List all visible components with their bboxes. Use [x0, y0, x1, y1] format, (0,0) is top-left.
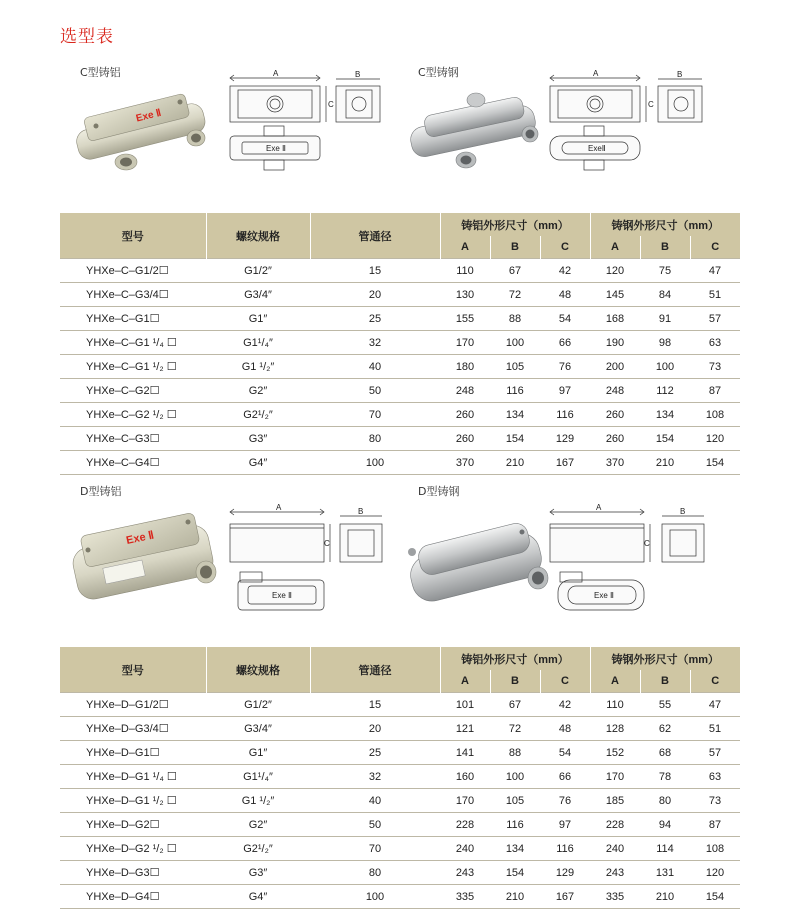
thread-cell: G3″ — [206, 861, 310, 885]
aluminum-c-cell: 116 — [540, 837, 590, 861]
steel-c-cell: 47 — [690, 693, 740, 717]
c-subheader-al-c: C — [540, 236, 590, 259]
steel-c-cell: 57 — [690, 307, 740, 331]
table-row — [60, 813, 740, 837]
aluminum-c-cell: 129 — [540, 861, 590, 885]
c-aluminum-dimension-drawing — [226, 70, 396, 182]
aluminum-b-cell: 88 — [490, 307, 540, 331]
d-subheader-st-c: C — [690, 670, 740, 693]
bore-cell: 25 — [310, 741, 440, 765]
table-row — [60, 693, 740, 717]
steel-c-cell: 120 — [690, 861, 740, 885]
steel-c-cell: 108 — [690, 403, 740, 427]
d-subheader-st-b: B — [640, 670, 690, 693]
aluminum-c-cell: 54 — [540, 307, 590, 331]
d-header-steel: 铸钢外形尺寸（mm） — [590, 647, 740, 670]
aluminum-b-cell: 154 — [490, 861, 540, 885]
table-row — [60, 789, 740, 813]
aluminum-c-cell: 167 — [540, 885, 590, 909]
c-header-thread: 螺纹规格 — [206, 213, 310, 259]
bore-cell: 40 — [310, 355, 440, 379]
steel-c-cell: 154 — [690, 451, 740, 475]
steel-c-cell: 63 — [690, 765, 740, 789]
c-aluminum-dim-a: A — [273, 70, 279, 78]
steel-a-cell: 152 — [590, 741, 640, 765]
model-cell: YHXe–C–G1 ¹/₂ ☐ — [60, 355, 206, 379]
bore-cell: 50 — [310, 813, 440, 837]
aluminum-c-cell: 167 — [540, 451, 590, 475]
c-aluminum-product-photo — [68, 82, 218, 174]
steel-a-cell: 120 — [590, 259, 640, 283]
thread-cell: G1 ¹/₂″ — [206, 789, 310, 813]
aluminum-b-cell: 210 — [490, 451, 540, 475]
d-aluminum-plate-text: Exe Ⅱ — [125, 529, 156, 547]
model-cell: YHXe–D–G1/2☐ — [60, 693, 206, 717]
aluminum-a-cell: 110 — [440, 259, 490, 283]
steel-c-cell: 120 — [690, 427, 740, 451]
aluminum-c-cell: 116 — [540, 403, 590, 427]
aluminum-b-cell: 116 — [490, 379, 540, 403]
steel-a-cell: 228 — [590, 813, 640, 837]
steel-c-cell: 154 — [690, 885, 740, 909]
aluminum-a-cell: 370 — [440, 451, 490, 475]
d-header-aluminum: 铸铝外形尺寸（mm） — [440, 647, 590, 670]
aluminum-a-cell: 260 — [440, 403, 490, 427]
aluminum-b-cell: 67 — [490, 693, 540, 717]
c-header-aluminum: 铸铝外形尺寸（mm） — [440, 213, 590, 236]
aluminum-b-cell: 67 — [490, 259, 540, 283]
aluminum-c-cell: 76 — [540, 355, 590, 379]
thread-cell: G1/2″ — [206, 259, 310, 283]
table-row — [60, 861, 740, 885]
aluminum-b-cell: 134 — [490, 403, 540, 427]
aluminum-a-cell: 228 — [440, 813, 490, 837]
d-aluminum-product-photo — [66, 506, 226, 610]
steel-a-cell: 168 — [590, 307, 640, 331]
aluminum-b-cell: 154 — [490, 427, 540, 451]
thread-cell: G1/2″ — [206, 693, 310, 717]
aluminum-b-cell: 134 — [490, 837, 540, 861]
steel-b-cell: 84 — [640, 283, 690, 307]
thread-cell: G3″ — [206, 427, 310, 451]
aluminum-b-cell: 72 — [490, 717, 540, 741]
thread-cell: G1¹/₄″ — [206, 765, 310, 789]
steel-b-cell: 94 — [640, 813, 690, 837]
bore-cell: 80 — [310, 427, 440, 451]
steel-c-cell: 87 — [690, 813, 740, 837]
model-cell: YHXe–D–G3/4☐ — [60, 717, 206, 741]
c-steel-dimension-drawing — [546, 70, 726, 182]
thread-cell: G4″ — [206, 451, 310, 475]
bore-cell: 20 — [310, 283, 440, 307]
bore-cell: 100 — [310, 885, 440, 909]
c-aluminum-dim-c: C — [328, 100, 334, 109]
thread-cell: G1″ — [206, 307, 310, 331]
c-aluminum-dim-b: B — [355, 70, 361, 79]
model-cell: YHXe–D–G4☐ — [60, 885, 206, 909]
d-header-thread: 螺纹规格 — [206, 647, 310, 693]
steel-b-cell: 55 — [640, 693, 690, 717]
table-row — [60, 355, 740, 379]
steel-b-cell: 100 — [640, 355, 690, 379]
aluminum-c-cell: 97 — [540, 813, 590, 837]
aluminum-b-cell: 100 — [490, 765, 540, 789]
aluminum-a-cell: 170 — [440, 331, 490, 355]
aluminum-a-cell: 170 — [440, 789, 490, 813]
model-cell: YHXe–C–G2 ¹/₂ ☐ — [60, 403, 206, 427]
aluminum-a-cell: 121 — [440, 717, 490, 741]
d-subheader-st-a: A — [590, 670, 640, 693]
aluminum-a-cell: 240 — [440, 837, 490, 861]
steel-b-cell: 154 — [640, 427, 690, 451]
aluminum-b-cell: 105 — [490, 789, 540, 813]
table-row — [60, 283, 740, 307]
bore-cell: 40 — [310, 789, 440, 813]
aluminum-a-cell: 160 — [440, 765, 490, 789]
aluminum-a-cell: 248 — [440, 379, 490, 403]
table-row — [60, 741, 740, 765]
steel-b-cell: 98 — [640, 331, 690, 355]
steel-b-cell: 62 — [640, 717, 690, 741]
steel-a-cell: 370 — [590, 451, 640, 475]
aluminum-b-cell: 210 — [490, 885, 540, 909]
c-subheader-st-a: A — [590, 236, 640, 259]
table-row — [60, 331, 740, 355]
model-cell: YHXe–D–G2 ¹/₂ ☐ — [60, 837, 206, 861]
c-header-model: 型号 — [60, 213, 206, 259]
steel-a-cell: 260 — [590, 427, 640, 451]
aluminum-a-cell: 335 — [440, 885, 490, 909]
d-subheader-al-a: A — [440, 670, 490, 693]
model-cell: YHXe–D–G2☐ — [60, 813, 206, 837]
c-header-bore: 管通径 — [310, 213, 440, 259]
page-title: 选型表 — [60, 27, 114, 47]
model-cell: YHXe–C–G2☐ — [60, 379, 206, 403]
aluminum-c-cell: 48 — [540, 283, 590, 307]
c-aluminum-drawing-plate-text: Exe Ⅱ — [266, 144, 286, 153]
d-steel-dim-c: C — [644, 539, 650, 548]
steel-c-cell: 73 — [690, 355, 740, 379]
c-steel-label: C型铸钢 — [418, 66, 459, 79]
bore-cell: 50 — [310, 379, 440, 403]
model-cell: YHXe–D–G1☐ — [60, 741, 206, 765]
model-cell: YHXe–C–G3/4☐ — [60, 283, 206, 307]
steel-c-cell: 63 — [690, 331, 740, 355]
aluminum-c-cell: 66 — [540, 765, 590, 789]
aluminum-c-cell: 97 — [540, 379, 590, 403]
c-aluminum-label: C型铸铝 — [80, 66, 121, 79]
aluminum-c-cell: 54 — [540, 741, 590, 765]
table-row — [60, 403, 740, 427]
aluminum-c-cell: 129 — [540, 427, 590, 451]
bore-cell: 80 — [310, 861, 440, 885]
model-cell: YHXe–D–G1 ¹/₄ ☐ — [60, 765, 206, 789]
d-subheader-al-c: C — [540, 670, 590, 693]
model-cell: YHXe–D–G1 ¹/₂ ☐ — [60, 789, 206, 813]
c-steel-drawing-plate-text: ExeⅡ — [588, 144, 606, 153]
steel-b-cell: 210 — [640, 885, 690, 909]
aluminum-c-cell: 66 — [540, 331, 590, 355]
bore-cell: 15 — [310, 693, 440, 717]
bore-cell: 32 — [310, 765, 440, 789]
bore-cell: 70 — [310, 837, 440, 861]
steel-b-cell: 114 — [640, 837, 690, 861]
d-header-bore: 管通径 — [310, 647, 440, 693]
c-spec-table — [60, 213, 740, 475]
steel-a-cell: 190 — [590, 331, 640, 355]
aluminum-c-cell: 48 — [540, 717, 590, 741]
steel-a-cell: 260 — [590, 403, 640, 427]
thread-cell: G1 ¹/₂″ — [206, 355, 310, 379]
aluminum-c-cell: 42 — [540, 693, 590, 717]
aluminum-a-cell: 141 — [440, 741, 490, 765]
steel-c-cell: 87 — [690, 379, 740, 403]
d-aluminum-dim-c: C — [324, 539, 330, 548]
table-row — [60, 885, 740, 909]
thread-cell: G3/4″ — [206, 283, 310, 307]
steel-a-cell: 248 — [590, 379, 640, 403]
c-steel-dim-b: B — [677, 70, 683, 79]
aluminum-b-cell: 100 — [490, 331, 540, 355]
table-row — [60, 717, 740, 741]
model-cell: YHXe–C–G1/2☐ — [60, 259, 206, 283]
bore-cell: 100 — [310, 451, 440, 475]
steel-b-cell: 68 — [640, 741, 690, 765]
bore-cell: 32 — [310, 331, 440, 355]
steel-c-cell: 51 — [690, 283, 740, 307]
aluminum-a-cell: 155 — [440, 307, 490, 331]
steel-b-cell: 91 — [640, 307, 690, 331]
aluminum-a-cell: 180 — [440, 355, 490, 379]
thread-cell: G3/4″ — [206, 717, 310, 741]
model-cell: YHXe–C–G1☐ — [60, 307, 206, 331]
aluminum-a-cell: 130 — [440, 283, 490, 307]
steel-a-cell: 200 — [590, 355, 640, 379]
steel-b-cell: 112 — [640, 379, 690, 403]
steel-a-cell: 185 — [590, 789, 640, 813]
d-aluminum-dim-a: A — [276, 503, 282, 512]
c-steel-product-photo — [404, 86, 544, 172]
steel-b-cell: 131 — [640, 861, 690, 885]
d-header-model: 型号 — [60, 647, 206, 693]
d-steel-dim-b: B — [680, 507, 686, 516]
aluminum-b-cell: 116 — [490, 813, 540, 837]
thread-cell: G2¹/₂″ — [206, 837, 310, 861]
table-row — [60, 837, 740, 861]
d-steel-dim-a: A — [596, 503, 602, 512]
d-spec-table — [60, 647, 740, 909]
steel-a-cell: 110 — [590, 693, 640, 717]
thread-cell: G2″ — [206, 379, 310, 403]
table-row — [60, 379, 740, 403]
steel-c-cell: 108 — [690, 837, 740, 861]
steel-a-cell: 240 — [590, 837, 640, 861]
aluminum-a-cell: 101 — [440, 693, 490, 717]
c-steel-dim-c: C — [648, 100, 654, 109]
d-steel-label: D型铸钢 — [418, 485, 460, 498]
d-steel-drawing-plate-text: Exe Ⅱ — [594, 591, 614, 600]
c-steel-dim-a: A — [593, 70, 599, 78]
d-steel-dimension-drawing — [546, 502, 726, 622]
c-aluminum-plate-text: Exe Ⅱ — [134, 107, 163, 125]
steel-a-cell: 145 — [590, 283, 640, 307]
aluminum-a-cell: 243 — [440, 861, 490, 885]
d-steel-product-photo — [402, 516, 552, 616]
c-subheader-st-b: B — [640, 236, 690, 259]
thread-cell: G2″ — [206, 813, 310, 837]
model-cell: YHXe–C–G1 ¹/₄ ☐ — [60, 331, 206, 355]
bore-cell: 70 — [310, 403, 440, 427]
aluminum-c-cell: 42 — [540, 259, 590, 283]
table-row — [60, 451, 740, 475]
steel-b-cell: 210 — [640, 451, 690, 475]
aluminum-b-cell: 105 — [490, 355, 540, 379]
model-cell: YHXe–D–G3☐ — [60, 861, 206, 885]
aluminum-c-cell: 76 — [540, 789, 590, 813]
steel-a-cell: 243 — [590, 861, 640, 885]
model-cell: YHXe–C–G3☐ — [60, 427, 206, 451]
steel-a-cell: 170 — [590, 765, 640, 789]
steel-c-cell: 73 — [690, 789, 740, 813]
thread-cell: G4″ — [206, 885, 310, 909]
thread-cell: G1¹/₄″ — [206, 331, 310, 355]
table-row — [60, 765, 740, 789]
d-aluminum-label: D型铸铝 — [80, 485, 122, 498]
steel-b-cell: 134 — [640, 403, 690, 427]
d-aluminum-drawing-plate-text: Exe Ⅱ — [272, 591, 292, 600]
thread-cell: G2¹/₂″ — [206, 403, 310, 427]
model-cell: YHXe–C–G4☐ — [60, 451, 206, 475]
table-row — [60, 427, 740, 451]
thread-cell: G1″ — [206, 741, 310, 765]
table-row — [60, 259, 740, 283]
bore-cell: 20 — [310, 717, 440, 741]
steel-a-cell: 335 — [590, 885, 640, 909]
d-subheader-al-b: B — [490, 670, 540, 693]
c-header-steel: 铸钢外形尺寸（mm） — [590, 213, 740, 236]
bore-cell: 15 — [310, 259, 440, 283]
steel-b-cell: 80 — [640, 789, 690, 813]
d-aluminum-dimension-drawing — [226, 502, 396, 622]
steel-c-cell: 47 — [690, 259, 740, 283]
aluminum-b-cell: 88 — [490, 741, 540, 765]
steel-b-cell: 75 — [640, 259, 690, 283]
bore-cell: 25 — [310, 307, 440, 331]
steel-c-cell: 57 — [690, 741, 740, 765]
aluminum-b-cell: 72 — [490, 283, 540, 307]
c-subheader-st-c: C — [690, 236, 740, 259]
steel-b-cell: 78 — [640, 765, 690, 789]
c-subheader-al-a: A — [440, 236, 490, 259]
aluminum-a-cell: 260 — [440, 427, 490, 451]
c-subheader-al-b: B — [490, 236, 540, 259]
table-row — [60, 307, 740, 331]
steel-a-cell: 128 — [590, 717, 640, 741]
d-aluminum-dim-b: B — [358, 507, 364, 516]
steel-c-cell: 51 — [690, 717, 740, 741]
